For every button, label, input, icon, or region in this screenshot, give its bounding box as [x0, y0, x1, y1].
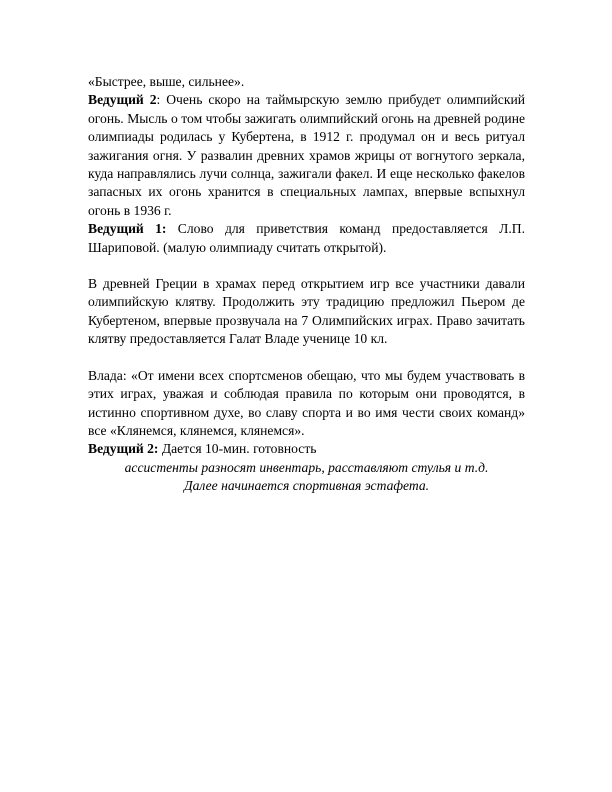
paragraph-gap [88, 257, 525, 275]
speaker-label: Ведущий 2 [88, 92, 157, 108]
paragraph-text: «Быстрее, выше, сильнее». [88, 74, 245, 89]
paragraph-text: В древней Греции в храмах перед открытием игр все участники давали олимпийскую клятву. Продолжить эту традицию предложил Пьером де Кубертеном, впервые прозвучала на 7 Олимпийских играх. Право зачитать клятву предоставляется Галат Владе ученице 10 кл. [88, 276, 525, 347]
paragraph-gap [88, 349, 525, 367]
stage-note-assistants: ассистенты разносят инвентарь, расставляют стулья и т.д. [124, 459, 489, 475]
paragraph-oath-text [88, 367, 525, 441]
paragraph-host2-fire [88, 91, 525, 220]
paragraph-oath-history [88, 275, 525, 349]
paragraph-text: : Очень скоро на таймырскую землю прибудет олимпийский огонь. Мысль о том чтобы зажигать олимпийский огонь на древней родине олимпиады родилась у Кубертена, в 1912 г. продумал он и весь ритуал зажигания огня. У развалин древних храмов жрицы от вогнутого зеркала, куда направлялись лучи солнца, зажигали факел. И еще несколько факелов запасных их огонь хранится в специальных лампах, впервые вспыхнул огонь в 1936 г. [88, 92, 525, 218]
paragraph-host1-greeting [88, 220, 525, 257]
stage-note-relay: Далее начинается спортивная эстафета. [183, 478, 430, 494]
paragraph-text: Слово для приветствия команд предоставляется Л.П. Шариповой. (малую олимпиаду считать открытой). [88, 221, 525, 255]
speaker-label: Ведущий 2: [88, 441, 159, 457]
paragraph-motto [88, 73, 525, 91]
paragraph-host2-readiness [88, 440, 525, 458]
speaker-label: Ведущий 1: [88, 221, 167, 237]
document-page [88, 73, 525, 496]
paragraph-text: Влада: «От имени всех спортсменов обещаю, что мы будем участвовать в этих играх, уважая и соблюдая правила по которым они проводятся, в истинно спортивном духе, во славу спорта и во имя чести своих команд» все «Клянемся, клянемся, клянемся». [88, 367, 525, 438]
paragraph-text: Дается 10-мин. готовность [158, 441, 317, 457]
